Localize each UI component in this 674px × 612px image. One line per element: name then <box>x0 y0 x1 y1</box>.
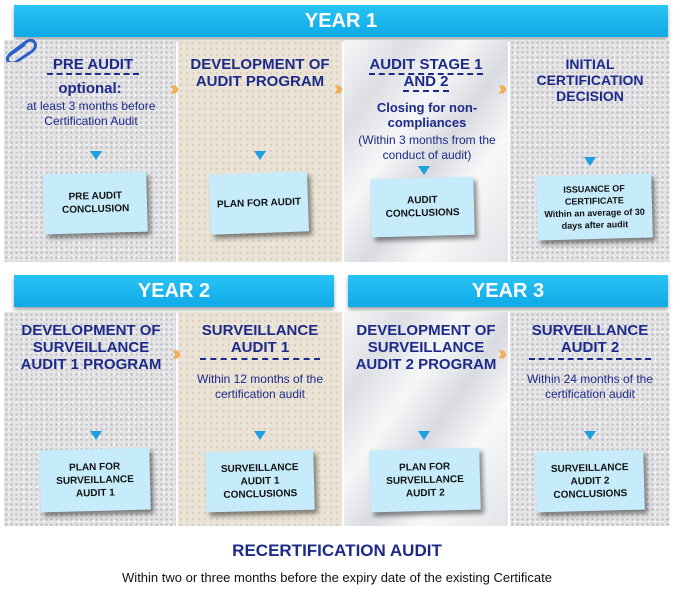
pre-audit-title-text: PRE AUDIT <box>47 56 139 75</box>
development-surveillance1-title: DEVELOPMENT OF SURVEILLANCE AUDIT 1 PROGRAM <box>20 322 162 373</box>
plan-surveillance1-card <box>39 448 151 513</box>
surveillance2-conclusions-card <box>535 450 645 513</box>
development-audit-title: DEVELOPMENT OF AUDIT PROGRAM <box>190 56 330 90</box>
development-surveillance2-title: DEVELOPMENT OF SURVEILLANCE AUDIT 2 PROGRAM <box>355 322 497 373</box>
down-arrow-icon <box>584 431 596 440</box>
year2-banner <box>14 275 334 307</box>
issuance-certificate-timing: Within an average of 30 days after audit <box>544 206 645 231</box>
plan-surveillance1-label: PLAN FOR SURVEILLANCE AUDIT 1 <box>56 460 134 500</box>
pre-audit-timing: at least 3 months before Certification Audit <box>26 99 156 128</box>
surveillance1-timing: Within 12 months of the certification audit <box>196 372 324 401</box>
year3-banner <box>348 275 668 307</box>
surveillance1-title <box>190 322 330 360</box>
pre-audit-conclusion-label: PRE AUDIT CONCLUSION <box>61 190 130 216</box>
down-arrow-icon <box>418 166 430 175</box>
down-arrow-icon <box>254 151 266 160</box>
recertification-title: RECERTIFICATION AUDIT <box>232 541 442 560</box>
double-chevron-right-icon: ›› <box>498 343 504 365</box>
down-arrow-icon <box>90 151 102 160</box>
issuance-certificate-label: ISSUANCE OF CERTIFICATE <box>563 183 625 207</box>
pre-audit-title <box>32 56 154 73</box>
surveillance1-conclusions-label: SURVEILLANCE AUDIT 1 CONCLUSIONS <box>220 461 299 501</box>
double-chevron-right-icon: ›› <box>334 78 340 100</box>
audit-stage-title <box>352 56 500 90</box>
plan-surveillance2-card <box>369 448 481 513</box>
audit-stage-closing: Closing for non- compliances <box>376 100 478 130</box>
year1-banner <box>14 5 668 37</box>
plan-for-audit-label: PLAN FOR AUDIT <box>216 196 302 210</box>
double-chevron-right-icon: ›› <box>172 343 178 365</box>
audit-conclusions-card <box>370 177 474 238</box>
audit-stage-title-text: AUDIT STAGE 1 AND 2 <box>369 56 483 90</box>
double-chevron-right-icon: ›› <box>498 78 504 100</box>
surveillance2-timing: Within 24 months of the certification audit <box>526 372 654 401</box>
down-arrow-icon <box>584 157 596 166</box>
surveillance2-conclusions-label: SURVEILLANCE AUDIT 2 CONCLUSIONS <box>550 461 629 501</box>
pre-audit-optional: optional: <box>58 80 122 97</box>
year1-banner-label: YEAR 1 <box>304 10 378 32</box>
surveillance1-conclusions-card <box>205 450 315 513</box>
year3-banner-label: YEAR 3 <box>471 280 545 302</box>
initial-certification-title: INITIAL CERTIFICATION DECISION <box>536 56 644 104</box>
plan-surveillance2-label: PLAN FOR SURVEILLANCE AUDIT 2 <box>386 460 464 500</box>
down-arrow-icon <box>254 431 266 440</box>
surveillance2-title <box>518 322 662 360</box>
recertification-note: Within two or three months before the expiry date of the existing Certificate <box>122 570 552 585</box>
plan-for-audit-card <box>209 171 309 234</box>
pre-audit-conclusion-card <box>43 172 148 235</box>
double-chevron-right-icon: ›› <box>170 78 176 100</box>
issuance-certificate-card <box>536 174 653 241</box>
surveillance1-title-text: SURVEILLANCE AUDIT 1 <box>200 322 320 360</box>
audit-stage-timing: (Within 3 months from the conduct of audit) <box>358 133 496 162</box>
down-arrow-icon <box>418 431 430 440</box>
year2-banner-label: YEAR 2 <box>137 280 211 302</box>
audit-conclusions-label: AUDIT CONCLUSIONS <box>385 194 460 220</box>
surveillance2-title-text: SURVEILLANCE AUDIT 2 <box>529 322 651 360</box>
down-arrow-icon <box>90 431 102 440</box>
